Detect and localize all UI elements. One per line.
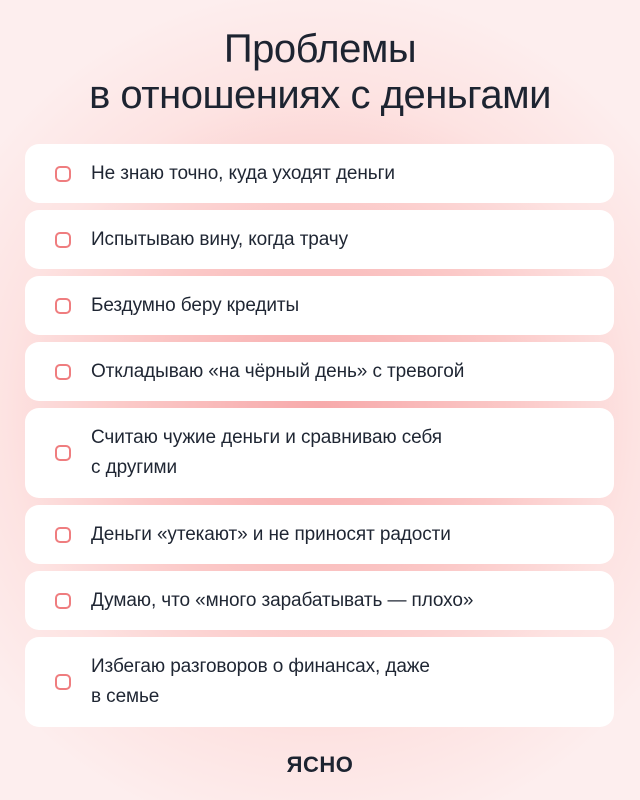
checklist-item[interactable] bbox=[25, 408, 614, 498]
checklist-item-label: Не знаю точно, куда уходят деньги bbox=[91, 162, 395, 184]
checklist bbox=[25, 144, 614, 727]
checklist-item[interactable] bbox=[25, 210, 614, 269]
checklist-item[interactable] bbox=[25, 144, 614, 203]
page-title-line-1: Проблемы bbox=[223, 27, 417, 71]
checkbox[interactable] bbox=[55, 445, 71, 461]
checklist-item-label: Бездумно беру кредиты bbox=[91, 294, 300, 316]
checklist-item[interactable] bbox=[25, 637, 614, 727]
checklist-item-label: Избегаю разговоров о финансах, даже в семье bbox=[91, 656, 430, 707]
checklist-item-label: Считаю чужие деньги и сравниваю себя с другими bbox=[91, 427, 442, 478]
checklist-item-label: Деньги «утекают» и не приносят радости bbox=[91, 523, 451, 545]
checklist-item[interactable] bbox=[25, 505, 614, 564]
checklist-item-label: Испытываю вину, когда трачу bbox=[91, 228, 349, 250]
brand-logo: ЯСНО bbox=[286, 752, 354, 777]
checkbox[interactable] bbox=[55, 674, 71, 690]
checklist-item[interactable] bbox=[25, 342, 614, 401]
checklist-item-label: Откладываю «на чёрный день» с тревогой bbox=[91, 360, 465, 382]
checkbox[interactable] bbox=[55, 298, 71, 314]
checkbox[interactable] bbox=[55, 364, 71, 380]
checklist-item[interactable] bbox=[25, 276, 614, 335]
checkbox[interactable] bbox=[55, 593, 71, 609]
checklist-item-label: Думаю, что «много зарабатывать — плохо» bbox=[91, 589, 474, 611]
page-title-line-2: в отношениях с деньгами bbox=[89, 73, 551, 117]
page-title bbox=[0, 26, 640, 118]
checkbox[interactable] bbox=[55, 166, 71, 182]
checklist-item[interactable] bbox=[25, 571, 614, 630]
checkbox[interactable] bbox=[55, 232, 71, 248]
checkbox[interactable] bbox=[55, 527, 71, 543]
